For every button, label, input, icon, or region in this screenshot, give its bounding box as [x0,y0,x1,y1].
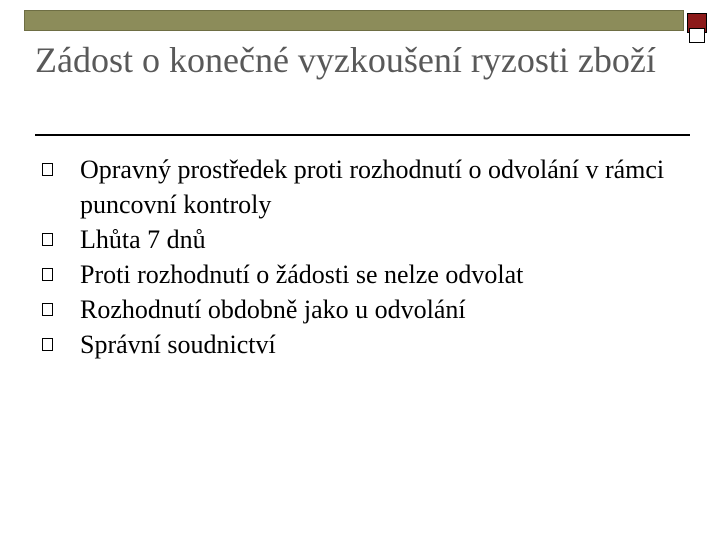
title-underline [35,134,690,136]
square-bullet-icon [42,268,53,281]
bullet-item [42,292,682,327]
bullet-text: Lhůta 7 dnů [80,225,206,254]
square-bullet-icon [42,233,53,246]
bullet-text: Proti rozhodnutí o žádosti se nelze odvolat [80,260,524,289]
bullet-text: Opravný prostředek proti rozhodnutí o odvolání v rámci puncovní kontroly [80,155,665,219]
top-decorative-band [24,10,684,31]
corner-outline-square [689,28,705,43]
square-bullet-icon [42,303,53,316]
bullet-item [42,257,682,292]
bullet-list [42,152,682,362]
bullet-item [42,327,682,362]
bullet-text: Správní soudnictví [80,330,276,359]
square-bullet-icon [42,338,53,351]
bullet-text: Rozhodnutí obdobně jako u odvolání [80,295,466,324]
square-bullet-icon [42,163,53,176]
bullet-item [42,222,682,257]
slide-title: Zádost o konečné vyzkoušení ryzosti zboží [35,40,656,80]
bullet-item [42,152,682,222]
